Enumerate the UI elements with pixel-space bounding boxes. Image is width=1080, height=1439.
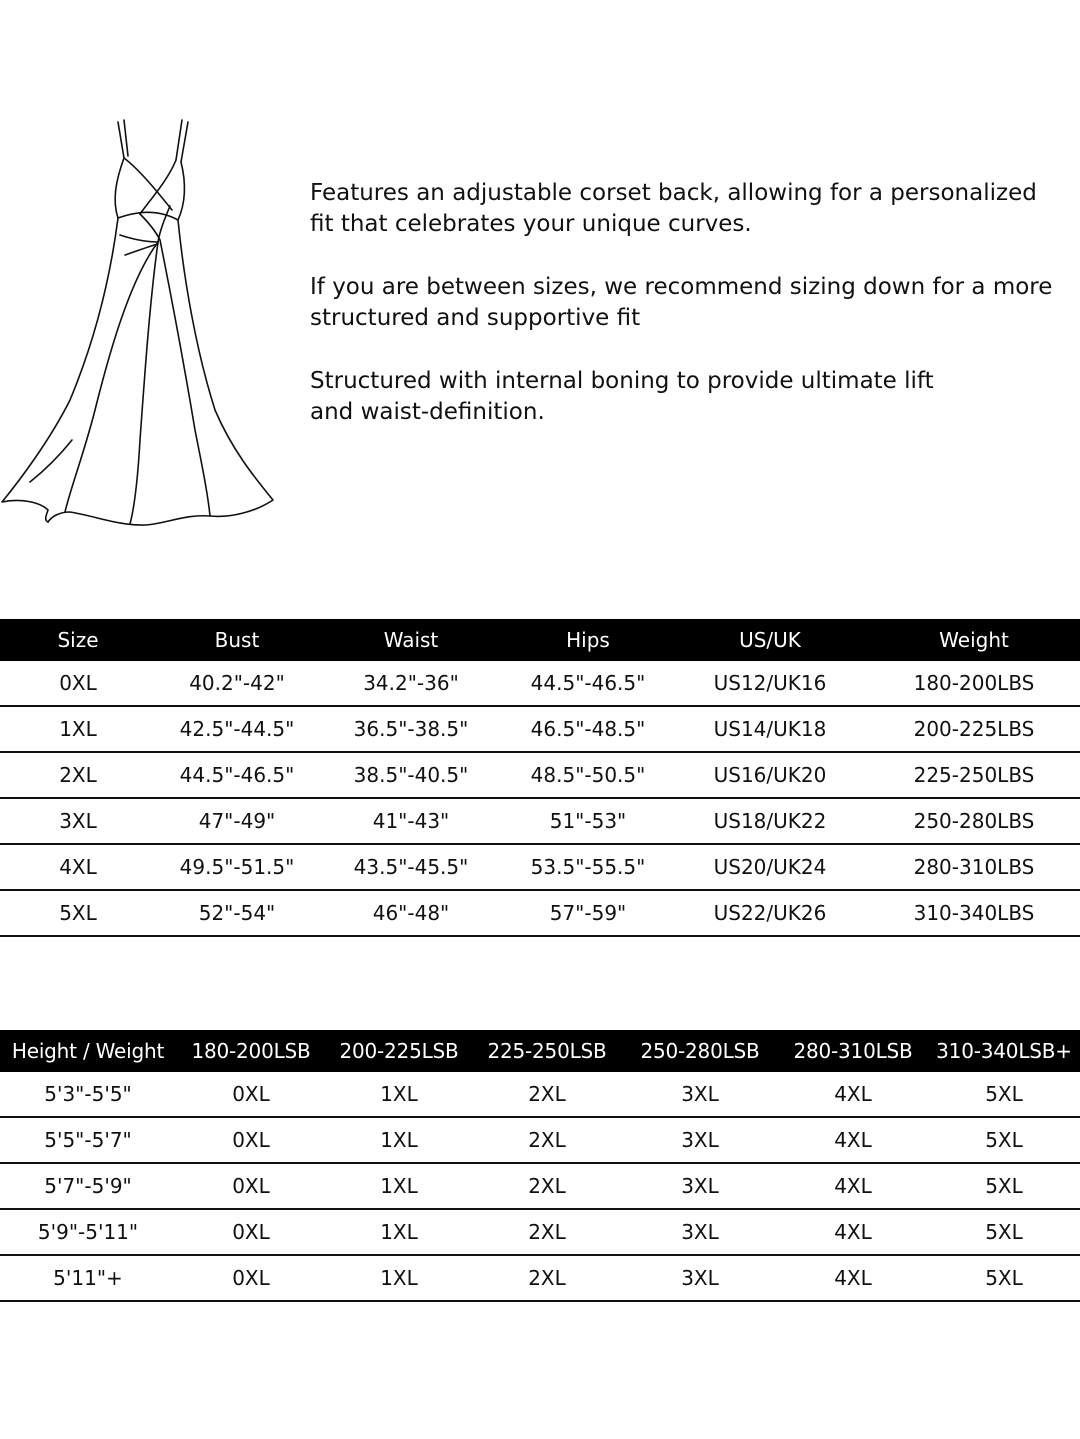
cell-us-uk: US14/UK18 [672, 706, 868, 752]
cell-size: 1XL [326, 1255, 472, 1301]
table-row [0, 890, 1080, 936]
header-size: Size [0, 619, 156, 661]
cell-size: 0XL [176, 1072, 326, 1117]
cell-size: 1XL [326, 1117, 472, 1163]
cell-hips: 46.5"-48.5" [504, 706, 672, 752]
note-boning: Structured with internal boning to provide ultimate lift and waist-definition. [310, 368, 934, 425]
header-waist: Waist [318, 619, 504, 661]
cell-size: 5XL [928, 1255, 1080, 1301]
table-row [0, 1072, 1080, 1117]
cell-size: 3XL [622, 1209, 778, 1255]
cell-us-uk: US20/UK24 [672, 844, 868, 890]
cell-size: 3XL [622, 1255, 778, 1301]
header-weight-range: 280-310LSB [778, 1030, 928, 1072]
cell-height: 5'9"-5'11" [0, 1209, 176, 1255]
cell-size: 3XL [622, 1117, 778, 1163]
cell-size: 2XL [472, 1255, 622, 1301]
cell-size: 2XL [472, 1117, 622, 1163]
table-row [0, 1117, 1080, 1163]
cell-bust: 42.5"-44.5" [156, 706, 318, 752]
size-chart-header-row [0, 619, 1080, 661]
cell-size: 0XL [176, 1209, 326, 1255]
fit-chart-header-row [0, 1030, 1080, 1072]
cell-hips: 44.5"-46.5" [504, 661, 672, 706]
cell-size: 1XL [326, 1209, 472, 1255]
cell-bust: 47"-49" [156, 798, 318, 844]
cell-bust: 44.5"-46.5" [156, 752, 318, 798]
header-weight-range: 310-340LSB+ [928, 1030, 1080, 1072]
cell-weight: 225-250LBS [868, 752, 1080, 798]
fit-chart-table [0, 1030, 1080, 1302]
header-weight-range: 200-225LSB [326, 1030, 472, 1072]
product-notes [310, 178, 1080, 460]
dress-illustration [0, 110, 280, 530]
cell-height: 5'7"-5'9" [0, 1163, 176, 1209]
cell-bust: 49.5"-51.5" [156, 844, 318, 890]
cell-size: 3XL [622, 1163, 778, 1209]
cell-bust: 52"-54" [156, 890, 318, 936]
header-weight-range: 225-250LSB [472, 1030, 622, 1072]
header-hips: Hips [504, 619, 672, 661]
header-weight: Weight [868, 619, 1080, 661]
cell-us-uk: US12/UK16 [672, 661, 868, 706]
cell-size: 1XL [326, 1072, 472, 1117]
cell-hips: 57"-59" [504, 890, 672, 936]
cell-height: 5'11"+ [0, 1255, 176, 1301]
cell-hips: 51"-53" [504, 798, 672, 844]
header-us-uk: US/UK [672, 619, 868, 661]
header-weight-range: 250-280LSB [622, 1030, 778, 1072]
cell-size: 3XL [622, 1072, 778, 1117]
cell-size: 1XL [326, 1163, 472, 1209]
cell-weight: 250-280LBS [868, 798, 1080, 844]
table-row [0, 1209, 1080, 1255]
cell-size: 1XL [0, 706, 156, 752]
cell-size: 0XL [176, 1117, 326, 1163]
table-row [0, 798, 1080, 844]
cell-weight: 200-225LBS [868, 706, 1080, 752]
cell-size: 2XL [472, 1163, 622, 1209]
cell-weight: 180-200LBS [868, 661, 1080, 706]
table-row [0, 1255, 1080, 1301]
cell-waist: 41"-43" [318, 798, 504, 844]
note-sizing: If you are between sizes, we recommend sizing down for a more structured and supportive fit [310, 274, 1053, 331]
cell-size: 3XL [0, 798, 156, 844]
cell-us-uk: US18/UK22 [672, 798, 868, 844]
cell-size: 2XL [472, 1209, 622, 1255]
cell-size: 5XL [928, 1072, 1080, 1117]
cell-size: 0XL [176, 1255, 326, 1301]
cell-height: 5'5"-5'7" [0, 1117, 176, 1163]
cell-size: 0XL [0, 661, 156, 706]
table-row [0, 661, 1080, 706]
cell-weight: 280-310LBS [868, 844, 1080, 890]
cell-hips: 48.5"-50.5" [504, 752, 672, 798]
cell-bust: 40.2"-42" [156, 661, 318, 706]
header-weight-range: 180-200LSB [176, 1030, 326, 1072]
cell-size: 4XL [0, 844, 156, 890]
cell-size: 4XL [778, 1255, 928, 1301]
cell-waist: 46"-48" [318, 890, 504, 936]
cell-waist: 34.2"-36" [318, 661, 504, 706]
table-row [0, 844, 1080, 890]
table-row [0, 706, 1080, 752]
cell-size: 4XL [778, 1072, 928, 1117]
cell-size: 2XL [472, 1072, 622, 1117]
header-height-weight: Height / Weight [0, 1030, 176, 1072]
cell-waist: 38.5"-40.5" [318, 752, 504, 798]
cell-size: 4XL [778, 1209, 928, 1255]
cell-us-uk: US22/UK26 [672, 890, 868, 936]
cell-size: 5XL [928, 1117, 1080, 1163]
cell-size: 2XL [0, 752, 156, 798]
cell-size: 0XL [176, 1163, 326, 1209]
cell-us-uk: US16/UK20 [672, 752, 868, 798]
cell-height: 5'3"-5'5" [0, 1072, 176, 1117]
cell-size: 4XL [778, 1117, 928, 1163]
header-bust: Bust [156, 619, 318, 661]
cell-waist: 43.5"-45.5" [318, 844, 504, 890]
cell-hips: 53.5"-55.5" [504, 844, 672, 890]
cell-size: 4XL [778, 1163, 928, 1209]
cell-waist: 36.5"-38.5" [318, 706, 504, 752]
table-row [0, 1163, 1080, 1209]
cell-size: 5XL [928, 1163, 1080, 1209]
table-row [0, 752, 1080, 798]
size-chart-table [0, 619, 1080, 937]
cell-size: 5XL [0, 890, 156, 936]
cell-size: 5XL [928, 1209, 1080, 1255]
note-corset: Features an adjustable corset back, allowing for a personalized fit that celebrates your unique curves. [310, 180, 1037, 237]
cell-weight: 310-340LBS [868, 890, 1080, 936]
